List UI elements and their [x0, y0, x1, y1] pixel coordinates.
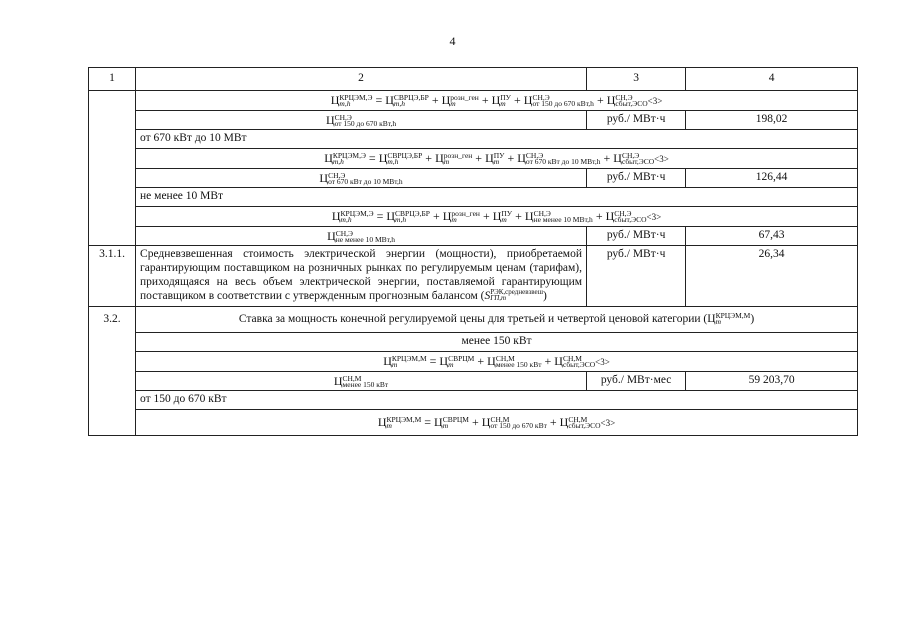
value-row-150-670	[89, 110, 858, 130]
value-row-m-150	[89, 371, 858, 391]
page-number: 4	[449, 34, 456, 48]
formula-row-150-670	[89, 91, 858, 111]
symbol-150-670: Ц СН,Э от 150 до 670 кВт,h	[136, 110, 587, 130]
row-3-1-1	[89, 246, 858, 306]
header-col-2: 2	[136, 68, 587, 91]
value-row-10	[89, 226, 858, 246]
value-670-10: 126,44	[686, 168, 858, 188]
formula-m-150-670: Ц КРЦЭМ,М m = Ц СВРЦМ m + Ц СН,М от 150 до 670 кВт + Ц СН,М сбыт,ЭСО <3>	[136, 410, 858, 436]
unit-3-1-1: руб./ МВт·ч	[587, 246, 686, 306]
unit-670-10: руб./ МВт·ч	[587, 168, 686, 188]
value-3-1-1: 26,34	[686, 246, 858, 306]
header-col-1: 1	[89, 68, 136, 91]
formula-670-10: Ц КРЦЭМ,Э m,h = Ц СВРЦЭ,БР m,h + Ц розн_ген m + Ц ПУ m + Ц СН,Э от 670 кВт до 10 МВт,h + Ц СН,Э сбыт,ЭСО <3>	[136, 149, 858, 169]
symbol-m-150: Ц СН,М менее 150 кВт	[136, 371, 587, 391]
formula-row-670-10	[89, 149, 858, 169]
unit-150-670: руб./ МВт·ч	[587, 110, 686, 130]
section-10	[89, 188, 858, 207]
section-150-670	[89, 391, 858, 410]
section-label-150-670: от 150 до 670 кВт	[136, 391, 858, 410]
description-3-1-1: Средневзвешенная стоимость электрической энергии (мощности), приобретаемой гарантирующим поставщиком на розничных рынках по регулируемым ценам (тарифам), приходящаяся на весь объем электрической энергии, поставляемой гарантирующим поставщиком в соответствии с утвержденным прогнозным балансом (S РЭК,средневзвеш ГП,m )	[136, 246, 587, 306]
header-col-3: 3	[587, 68, 686, 91]
value-150-670: 198,02	[686, 110, 858, 130]
row-number-3-2: 3.2.	[89, 306, 136, 435]
row-number-empty	[89, 91, 136, 246]
section-label-670-10: от 670 кВт до 10 МВт	[136, 130, 858, 149]
section-670-10	[89, 130, 858, 149]
formula-row-m-150-670	[89, 410, 858, 436]
section-150	[89, 333, 858, 352]
formula-row-m-150	[89, 352, 858, 372]
row-3-2	[89, 306, 858, 333]
section-label-10: не менее 10 МВт	[136, 188, 858, 207]
symbol-670-10: Ц СН,Э от 670 кВт до 10 МВт,h	[136, 168, 587, 188]
value-row-670-10	[89, 168, 858, 188]
value-10: 67,43	[686, 226, 858, 246]
formula-row-10	[89, 207, 858, 227]
formula-10: Ц КРЦЭМ,Э m,h = Ц СВРЦЭ,БР m,h + Ц розн_ген m + Ц ПУ m + Ц СН,Э не менее 10 МВт,h + Ц СН,Э сбыт,ЭСО <3>	[136, 207, 858, 227]
header-col-4: 4	[686, 68, 858, 91]
title-3-2: Ставка за мощность конечной регулируемой цены для третьей и четвертой ценовой категории (Ц КРЦЭМ,М m )	[136, 306, 858, 333]
unit-m-150: руб./ МВт·мес	[587, 371, 686, 391]
formula-150-670: Ц КРЦЭМ,Э m,h = Ц СВРЦЭ,БР m,h + Ц розн_ген m + Ц ПУ m + Ц СН,Э от 150 до 670 кВт,h + Ц СН,Э сбыт,ЭСО <3>	[136, 91, 858, 111]
formula-m-150: Ц КРЦЭМ,М m = Ц СВРЦМ m + Ц СН,М менее 150 кВт + Ц СН,М сбыт,ЭСО <3>	[136, 352, 858, 372]
header-row	[89, 68, 858, 91]
row-number-3-1-1: 3.1.1.	[89, 246, 136, 306]
symbol-10: Ц СН,Э не менее 10 МВт,h	[136, 226, 587, 246]
tariff-table	[88, 67, 858, 436]
value-m-150: 59 203,70	[686, 371, 858, 391]
section-label-150: менее 150 кВт	[136, 333, 858, 352]
unit-10: руб./ МВт·ч	[587, 226, 686, 246]
